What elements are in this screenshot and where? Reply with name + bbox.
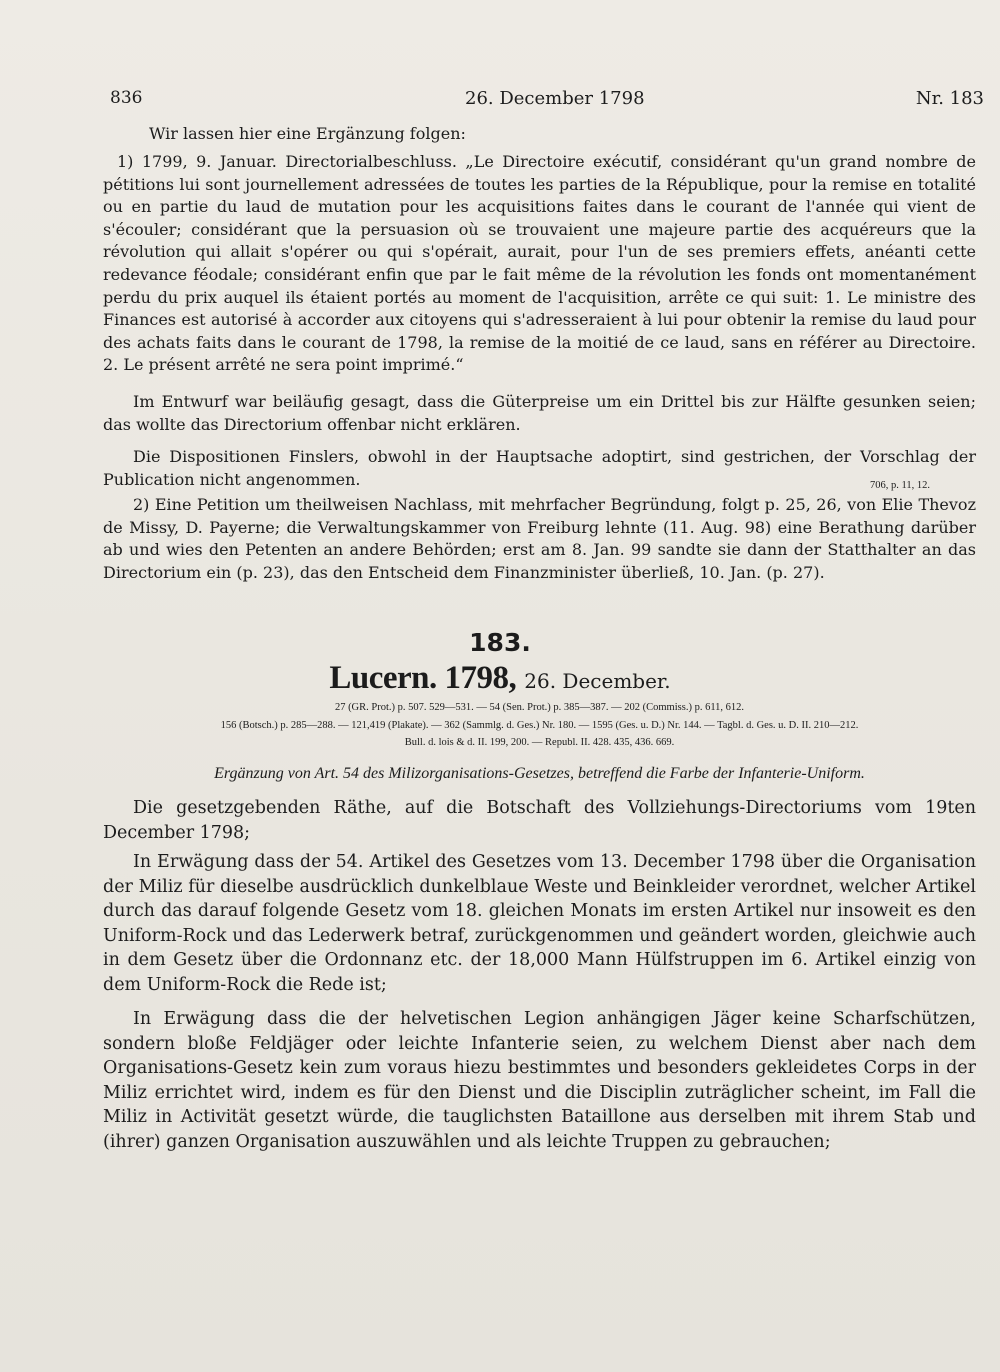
supplement-2: 2) Eine Petition um theilweisen Nachlass, mit mehrfacher Begründung, folgt p. 25, 26, von Elie Thevoz de Missy, D. Payerne; die Verwaltungskammer von Freiburg lehnte (11. Aug. 98) eine Berathung darüber ab und wies den Petenten an andere Behörden; erst am 8. Jan. 99 sandte sie dann der Statthalter an das Directorium ein (p. 23), das den Entscheid dem Finanzminister überließ, 10. Jan. (p. 27). bbox=[103, 495, 976, 582]
supplement-1: 1) 1799, 9. Januar. Directorialbeschluss. „Le Directoire exécutif, considérant qu'un grand nombre de pétitions lui sont journellement adressées de toutes les parties de la République, pour la remise en totalité ou en partie du laud de mutation pour les acquisitions faites dans le courant de l'année qui vient de s'écouler; considérant que la persuasion où se trouvaient une majeure partie des acquéreurs que la révolution qui allait s'opérer ou qui s'opérait, aurait, pour l'un de ses premiers effets, anéanti cette redevance féodale; considérant enfin que par le fait même de la révolution les fonds ont momentanément perdu du prix auquel ils étaient portés au moment de l'acquisition, arrête ce qui suit: 1. Le ministre des Finances est autorisé à accorder aux citoyens qui s'adresseraient à lui pour obtenir la remise du laud pour des achats faits dans le courant de 1798, la remise de la moitié de ce laud, sans en référer au Directoire. 2. Le présent arrêté ne sera point imprimé.“ bbox=[103, 152, 976, 375]
reference-line: 27 (GR. Prot.) p. 507. 529—531. — 54 (Sen. Prot.) p. 385—387. — 202 (Commiss.) p. 611, 612. bbox=[334, 702, 745, 713]
document-heading-number: 183. bbox=[469, 628, 531, 657]
running-header-date: 26. December 1798 bbox=[465, 88, 645, 109]
document-subtitle: Ergänzung von Art. 54 des Milizorganisations-Gesetzes, betreffend die Farbe der Infanterie-Uniform. bbox=[214, 765, 865, 782]
reference-706: 706, p. 11, 12. bbox=[870, 480, 930, 491]
document-heading-place-date bbox=[0, 660, 1000, 697]
remark-1: Im Entwurf war beiläufig gesagt, dass die Güterpreise um ein Drittel bis zur Hälfte gesunken seien; das wollte das Directorium offenbar nicht erklären. bbox=[103, 392, 976, 434]
page-number: 836 bbox=[110, 88, 143, 108]
paragraph: In Erwägung dass die der helvetischen Legion anhängigen Jäger keine Scharfschützen, sondern bloße Feldjäger oder leichte Infanterie seien, zu welchem Dienst aber nach dem Organisations-Gesetz kein zum voraus hiezu bestimmtes und besonders gekleidetes Corps in der Miliz errichtet wird, indem es für den Dienst und die Disciplin zuträglicher scheint, im Fall die Miliz in Activität gesetzt würde, die tauglichsten Bataillone aus derselben mit ihrem Stab und (ihrer) ganzen Organisation auszuwählen und als leichte Truppen zu gebrauchen; bbox=[103, 1009, 976, 1152]
document-place: Lucern. 1798, bbox=[329, 660, 517, 696]
intro-line: Wir lassen hier eine Ergänzung folgen: bbox=[149, 124, 466, 143]
paragraph: Die gesetzgebenden Räthe, auf die Botschaft des Vollziehungs-Directoriums vom 19ten December 1798; bbox=[103, 798, 976, 843]
paragraph: In Erwägung dass der 54. Artikel des Gesetzes vom 13. December 1798 über die Organisation der Miliz für dieselbe ausdrücklich dunkelblaue Weste und Beinkleider verordnet, welcher Artikel durch das darauf folgende Gesetz vom 18. gleichen Monats im ersten Artikel nur insoweit es den Uniform-Rock und das Lederwerk betraf, zurückgenommen und geändert worden, gleichwie auch in dem Gesetz über die Ordonnanz etc. der 18,000 Mann Hülfstruppen im 6. Artikel einzig von dem Uniform-Rock die Rede ist; bbox=[103, 852, 976, 995]
source-references bbox=[103, 699, 976, 752]
remark-2: Die Dispositionen Finslers, obwohl in der Hauptsache adoptirt, sind gestrichen, der Vorschlag der Publication nicht angenommen. bbox=[103, 447, 976, 489]
reference-line: Bull. d. lois & d. II. 199, 200. — Republ. II. 428. 435, 436. 669. bbox=[404, 737, 675, 748]
document-date: 26. December. bbox=[524, 669, 671, 693]
document-number-header: Nr. 183 bbox=[915, 88, 984, 109]
reference-line: 156 (Botsch.) p. 285—288. — 121,419 (Plakate). — 362 (Sammlg. d. Ges.) Nr. 180. — 1595 (Ges. u. D.) Nr. 144. — Tagbl. d. Ges. u. D. II. 210—212. bbox=[220, 719, 859, 731]
